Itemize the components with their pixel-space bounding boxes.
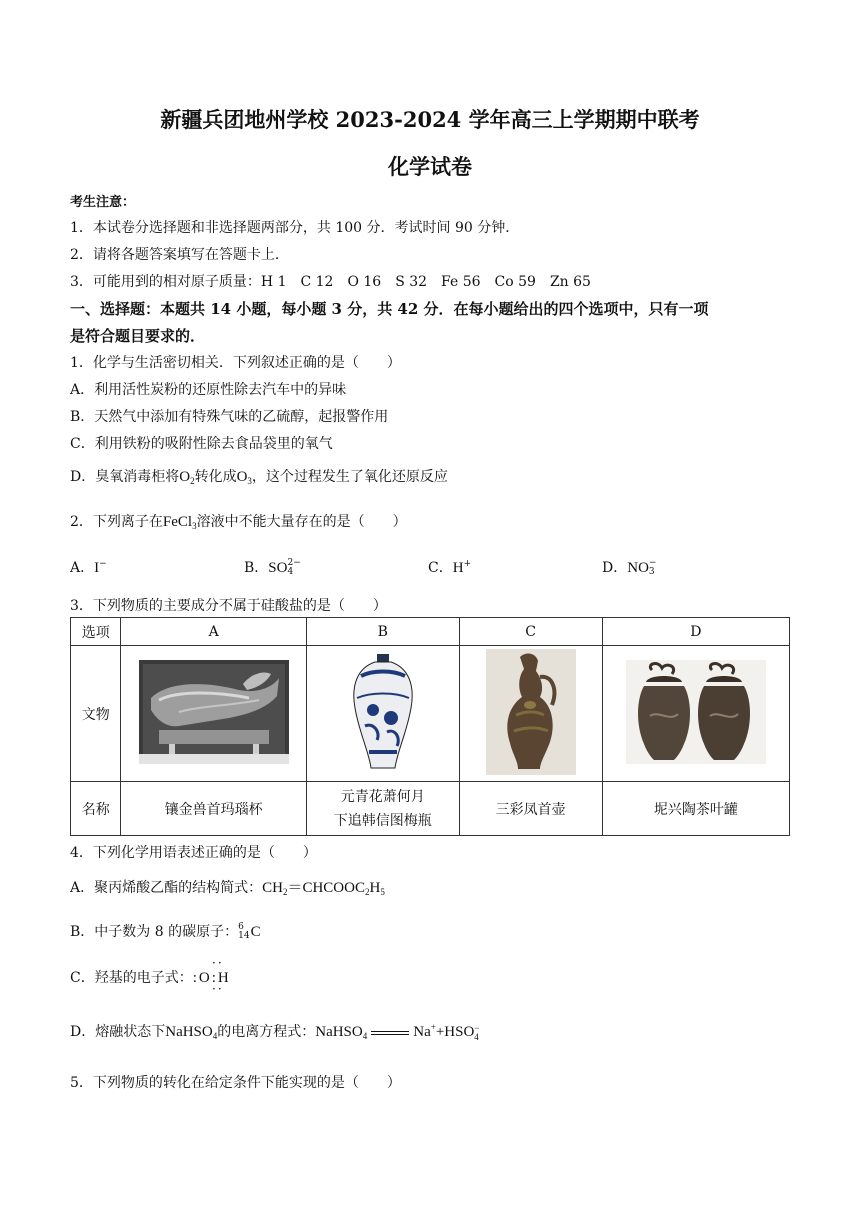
q1-option-b: B．天然气中添加有特殊气味的乙硫醇，起报警作用 (70, 409, 389, 425)
q2-b-sub: 4 (287, 567, 294, 577)
name-b-line2: 下追韩信图梅瓶 (333, 812, 432, 829)
q2-option-b (244, 557, 302, 577)
q1-d-o3-sub: 3 (247, 476, 252, 486)
q2-d-sub: 3 (648, 567, 655, 577)
exam-subtitle: 化学试卷 (388, 154, 472, 179)
notice-item-3: 3．可能用到的相对原子质量：H 1 C 12 O 16 S 32 Fe 56 Co 59 Zn 65 (70, 274, 591, 290)
header-c: C (459, 618, 602, 646)
q4-d-mid: 的电离方程式： (217, 1024, 316, 1040)
q1-d-o3-main: O (236, 469, 248, 485)
q2-c-sup: + (463, 559, 472, 569)
header-a: A (121, 618, 306, 646)
agate-cup-image (139, 660, 289, 764)
q2-c-main: H (452, 560, 464, 576)
q2-a-main: I (94, 560, 100, 576)
q2-d-main: NO (627, 560, 649, 576)
q2-a-label: A． (70, 560, 95, 576)
q3-stem: 3．下列物质的主要成分不属于硅酸盐的是（ ） (70, 598, 387, 614)
section-heading-line1: 一、选择题：本题共 14 小题，每小题 3 分，共 42 分．在每小题给出的四个选项中，只有一项 (70, 300, 709, 318)
q4-d-eq-r1: Na (413, 1024, 431, 1040)
q4-d-eq-r2: +HSO (435, 1024, 475, 1040)
q4-a-f2-sub: 2 (364, 887, 370, 897)
tea-jar-image (626, 660, 766, 764)
name-d: 坭兴陶茶叶罐 (602, 782, 789, 836)
q2-c-label: C． (428, 560, 453, 576)
q4-d-eq-r2-charge (474, 1024, 479, 1042)
q2-d-sup: − (648, 558, 657, 568)
q4-b-sup: 6 (238, 922, 244, 932)
q4-option-b (70, 921, 261, 941)
q4-b-nuclide-numbers (238, 923, 249, 941)
notice-item-1: 1．本试卷分选择题和非选择题两部分，共 100 分．考试时间 90 分钟． (70, 220, 520, 236)
name-a: 镶金兽首玛瑙杯 (121, 782, 306, 836)
q4-b-sub: 14 (238, 931, 250, 941)
q4-a-f3-sub: 5 (380, 887, 385, 897)
q4-d-eq-r1-sup: + (430, 1022, 436, 1032)
q2-b-label: B． (244, 560, 269, 576)
q2-formula (163, 514, 197, 530)
q4-a-f3: H (369, 880, 381, 896)
q4-a-formula (262, 880, 385, 896)
q4-d-f-main: NaHSO (165, 1024, 213, 1040)
q2-d-label: D． (602, 560, 628, 576)
q2-option-a (70, 557, 107, 577)
q1-option-d (70, 466, 448, 486)
q2-option-c (428, 557, 471, 577)
name-b-line1: 元青花萧何月 (340, 788, 425, 805)
header-b: B (306, 618, 459, 646)
q2-d-charge (649, 559, 657, 577)
relic-image-c (459, 646, 602, 782)
q4-d-equation (315, 1024, 480, 1040)
notice-item-2: 2．请将各题答案填写在答题卡上． (70, 247, 289, 263)
q4-d-eq-left-sub: 4 (362, 1031, 368, 1041)
table-relic-row (71, 646, 790, 782)
q2-stem-pre: 2．下列离子在 (70, 514, 163, 530)
table-name-row (71, 782, 790, 836)
notice-heading: 考生注意： (70, 195, 136, 210)
q4-a-f2: ＝CHCOOC (287, 880, 365, 896)
name-row-label: 名称 (71, 782, 121, 836)
q2-stem (70, 511, 407, 531)
q4-d-formula (165, 1024, 217, 1040)
q4-d-pre: D．熔融状态下 (70, 1024, 166, 1040)
q2-formula-sub: 3 (192, 521, 197, 531)
q4-d-eq-r2-sup: − (474, 1022, 480, 1033)
q1-d-o2-main: O (179, 469, 191, 485)
q4-c-electron-formula: :O:H (192, 970, 231, 986)
q1-d-formula-o2 (179, 469, 194, 485)
q4-b-main: C (250, 924, 261, 940)
header-option: 选项 (71, 618, 121, 646)
q2-formula-main: FeCl (162, 514, 193, 530)
section-heading-line2: 是符合题目要求的． (70, 327, 206, 345)
exam-title: 新疆兵团地州学校 2023-2024 学年高三上学期期中联考 (160, 107, 700, 132)
q4-stem: 4．下列化学用语表述正确的是（ ） (70, 845, 317, 861)
q4-c-bottom-dots: ·· (212, 982, 224, 996)
phoenix-ewer-image (486, 649, 576, 775)
q4-a-f1: CH (262, 880, 283, 896)
q2-b-main: SO (268, 560, 288, 576)
q1-d-text-post: ，这个过程发生了氧化还原反应 (251, 469, 448, 485)
q1-d-text-mid: 转化成 (194, 469, 237, 485)
meiping-vase-image (347, 652, 419, 772)
q4-a-pre: A．聚丙烯酸乙酯的结构简式： (70, 880, 263, 896)
q4-option-c (70, 967, 231, 987)
q1-d-text-pre: D．臭氧消毒柜将 (70, 469, 180, 485)
q2-b-sup: 2− (287, 558, 301, 568)
q1-option-a: A．利用活性炭粉的还原性除去汽车中的异味 (70, 382, 347, 398)
q1-d-formula-o3 (237, 469, 252, 485)
q4-d-eq-r2-sub: 4 (474, 1031, 479, 1042)
relic-image-d (602, 646, 789, 782)
name-c: 三彩凤首壶 (459, 782, 602, 836)
name-b (306, 782, 459, 836)
relic-image-a (121, 646, 306, 782)
q1-stem: 1．化学与生活密切相关．下列叙述正确的是（ ） (70, 355, 401, 371)
q5-stem: 5．下列物质的转化在给定条件下能实现的是（ ） (70, 1075, 401, 1091)
q1-option-c: C．利用铁粉的吸附性除去食品袋里的氧气 (70, 436, 333, 452)
header-d: D (602, 618, 789, 646)
q4-b-pre: B．中子数为 8 的碳原子： (70, 924, 239, 940)
q2-a-sup: − (99, 559, 107, 569)
q4-d-equals-sign (371, 1031, 409, 1035)
table-header-row (71, 618, 790, 646)
q2-option-d (602, 557, 657, 577)
q4-c-pre: C．羟基的电子式： (70, 970, 193, 986)
relic-image-b (306, 646, 459, 782)
q4-option-d (70, 1021, 480, 1042)
q4-a-f1-sub: 2 (282, 887, 288, 897)
q4-d-f-sub: 4 (212, 1031, 218, 1041)
q4-d-eq-left: NaHSO (315, 1024, 363, 1040)
q4-option-a (70, 876, 385, 897)
relic-row-label: 文物 (71, 646, 121, 782)
q4-c-top-dots: ·· (212, 956, 224, 970)
relics-table (70, 617, 790, 836)
q1-d-o2-sub: 2 (190, 476, 195, 486)
q2-stem-post: 溶液中不能大量存在的是（ ） (196, 514, 407, 530)
q2-b-charge (287, 559, 300, 577)
